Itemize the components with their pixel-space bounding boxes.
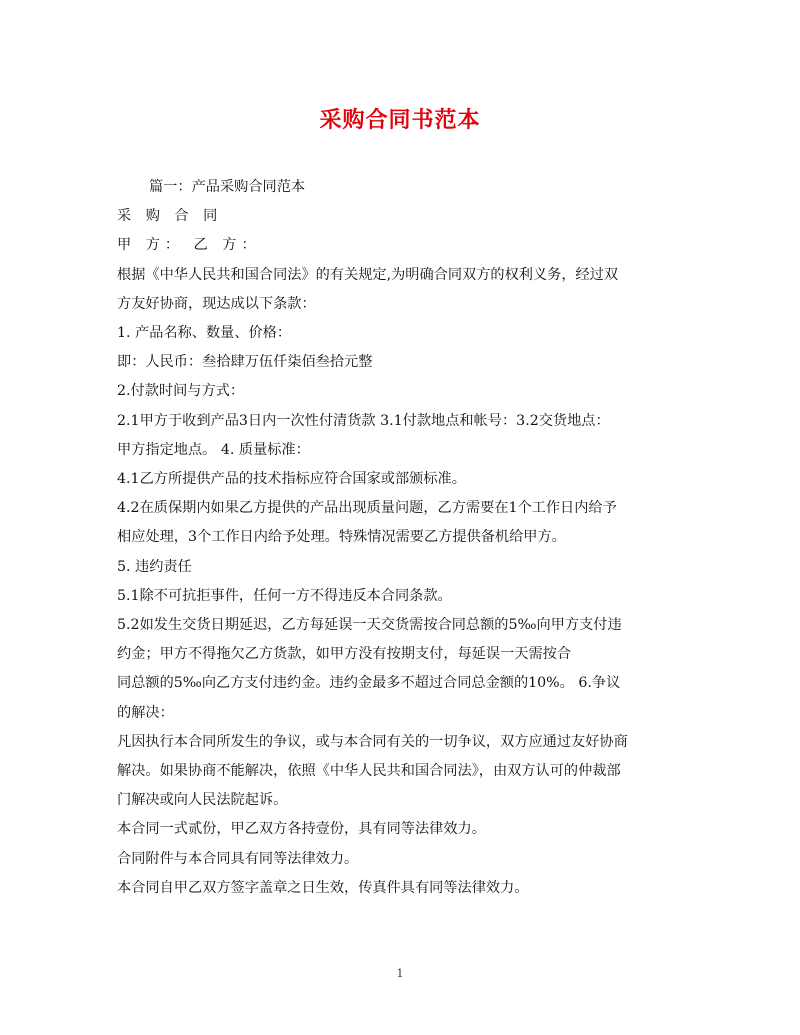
body-line: 2.1甲方于收到产品3日内一次性付清货款 3.1付款地点和帐号：3.2交货地点： (117, 412, 610, 429)
body-line: 5.1除不可抗拒事件，任何一方不得违反本合同条款。 (117, 587, 452, 604)
body-line: 甲方指定地点。 4. 质量标准： (117, 441, 310, 458)
contract-heading: 采 购 合 同 (117, 208, 223, 225)
body-line: 的解决： (117, 704, 174, 721)
body-line: 本合同一式贰份，甲乙双方各持壹份，具有同等法律效力。 (117, 821, 486, 838)
section-heading: 篇一：产品采购合同范本 (149, 179, 306, 195)
body-line: 解决。如果协商不能解决，依照《中华人民共和国合同法》，由双方认可的仲裁部 (117, 763, 621, 780)
body-line: 4.1乙方所提供产品的技术指标应符合国家或部颁标准。 (117, 471, 466, 488)
page-number: 1 (396, 967, 404, 980)
body-line: 门解决或向人民法院起诉。 (117, 792, 288, 809)
body-line: 1. 产品名称、数量、价格： (117, 325, 292, 342)
body-line: 即：人民币：叁拾肆万伍仟柒佰叁拾元整 (117, 354, 373, 371)
body-line: 相应处理，3个工作日内给予处理。特殊情况需要乙方提供备机给甲方。 (117, 529, 566, 546)
body-line: 本合同自甲乙双方签字盖章之日生效，传真件具有同等法律效力。 (117, 879, 529, 896)
body-line: 约金；甲方不得拖欠乙方货款，如甲方没有按期支付，每延误一天需按合 (117, 646, 572, 663)
body-line: 2.付款时间与方式： (117, 383, 245, 400)
body-line: 5. 违约责任 (117, 558, 192, 575)
body-line: 根据《中华人民共和国合同法》的有关规定,为明确合同双方的权利义务，经过双 (117, 266, 619, 283)
body-line: 合同附件与本合同具有同等法律效力。 (117, 850, 359, 867)
body-line: 5.2如发生交货日期延迟，乙方每延误一天交货需按合同总额的5‰向甲方支付违 (117, 617, 622, 634)
document-body (117, 173, 687, 903)
body-line: 方友好协商，现达成以下条款： (117, 295, 316, 312)
body-line: 同总额的5‰向乙方支付违约金。违约金最多不超过合同总金额的10%。 6.争议 (117, 675, 621, 692)
body-line: 凡因执行本合同所发生的争议，或与本合同有关的一切争议，双方应通过友好协商 (117, 733, 628, 750)
document-title: 采购合同书范本 (319, 107, 481, 133)
body-line: 4.2在质保期内如果乙方提供的产品出现质量问题，乙方需要在1个工作日内给予 (117, 500, 617, 517)
parties-line: 甲 方： 乙 方： (117, 237, 261, 254)
